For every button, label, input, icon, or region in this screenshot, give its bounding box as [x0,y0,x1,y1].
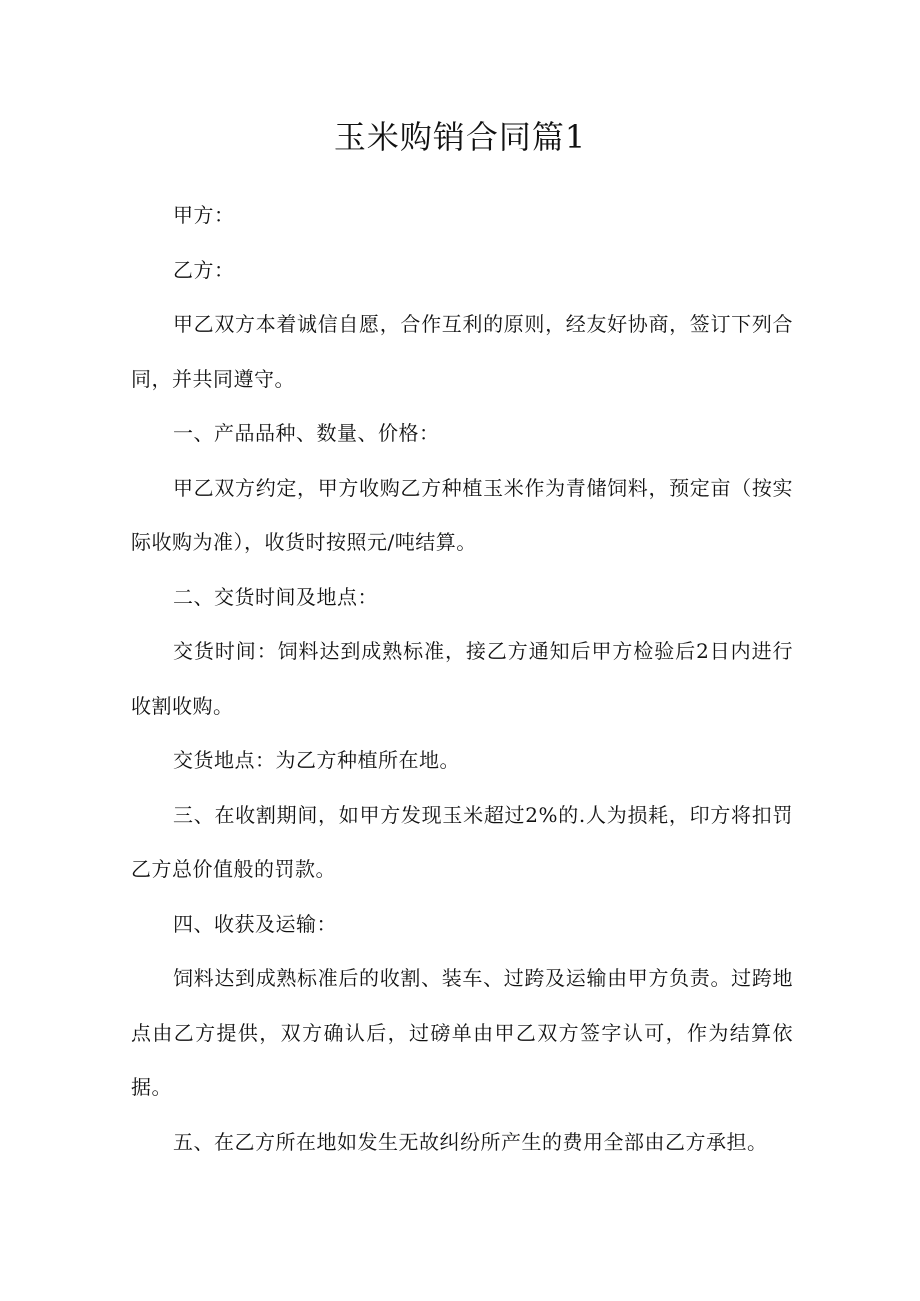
delivery-time-paragraph: 交货时间：饲料达到成熟标准，接乙方通知后甲方检验后2日内进行收割收购。 [131,639,793,718]
document-body [131,188,793,1169]
document-title: 玉米购销合同篇1 [333,118,587,156]
section-3-paragraph: 三、在收割期间，如甲方发现玉米超过2%的.人为损耗，印方将扣罚乙方总价值般的罚款。 [131,802,793,881]
preamble-paragraph: 甲乙双方本着诚信自愿，合作互利的原则，经友好协商，签订下列合同，并共同遵守。 [131,312,793,391]
party-a-line: 甲方： [173,203,235,227]
section-heading-4: 四、收获及运输： [173,911,337,936]
section-1-paragraph: 甲乙双方约定，甲方收购乙方种植玉米作为青储饲料，预定亩（按实际收购为准），收货时按照元/吨结算。 [131,475,793,554]
section-heading-2: 二、交货时间及地点： [173,584,378,609]
section-5-paragraph: 五、在乙方所在地如发生无故纠纷所产生的费用全部由乙方承担。 [173,1129,768,1154]
party-b-line: 乙方： [173,257,235,282]
delivery-place-paragraph: 交货地点：为乙方种植所在地。 [173,748,460,772]
section-4-paragraph: 饲料达到成熟标准后的收割、装车、过跨及运输由甲方负责。过跨地点由乙方提供，双方确认后，过磅单由甲乙双方签字认可，作为结算依据。 [131,966,793,1099]
section-heading-1: 一、产品品种、数量、价格： [173,421,440,445]
